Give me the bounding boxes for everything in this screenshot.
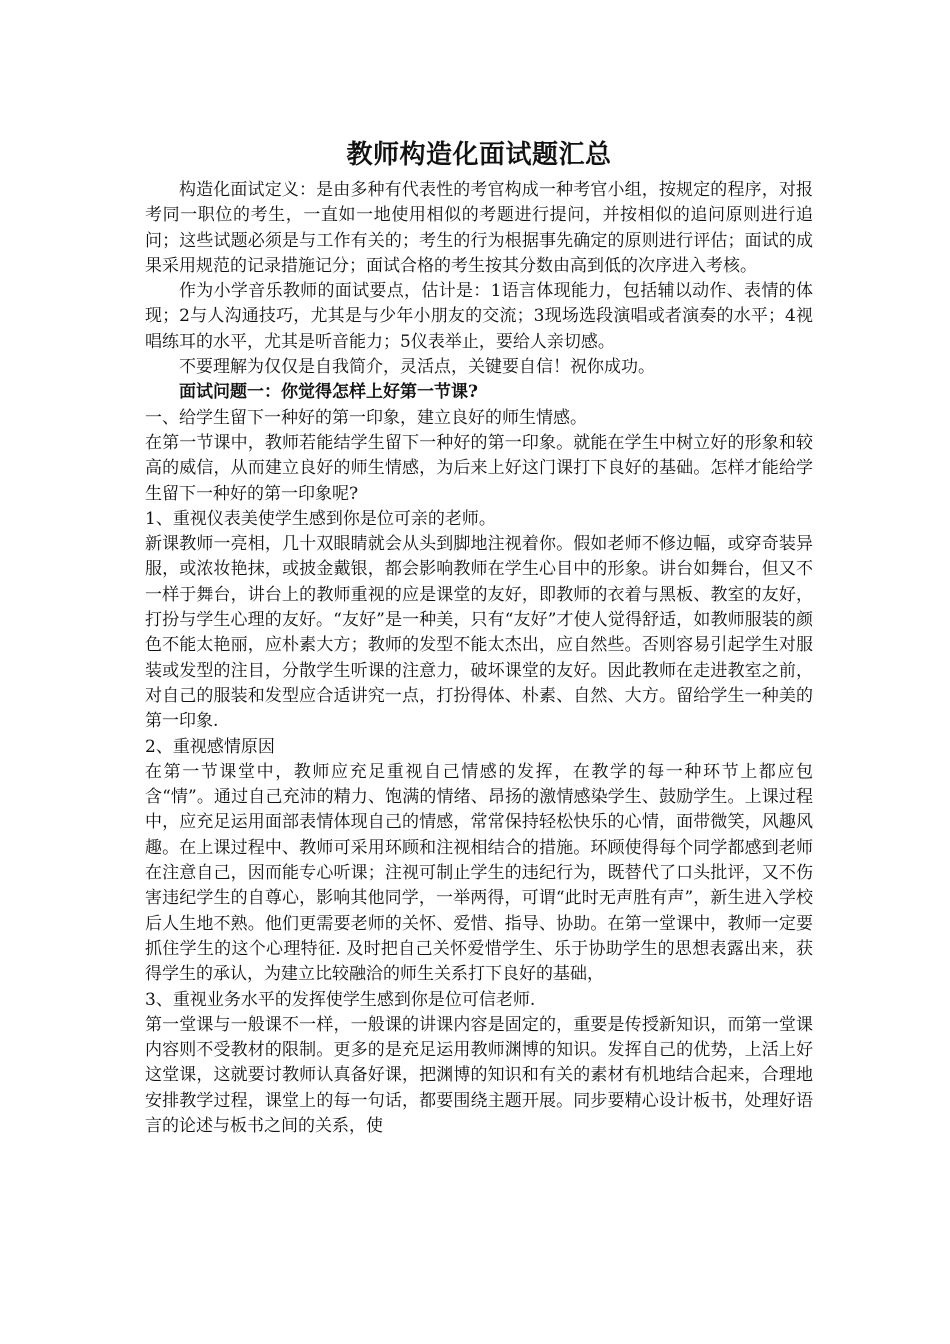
paragraph-advice: 不要理解为仅仅是自我简介，灵活点，关键要自信！祝你成功。: [179, 357, 655, 378]
paragraph-first-impression: 在第一节课中，教师若能结学生留下一种好的第一印象。就能在学生中树立好的形象和较高的威信，从而建立良好的师生情感，为后来上好这门课打下良好的基础。怎样才能给学生留下一种好的第一印象呢?: [145, 432, 813, 504]
question-heading: 面试问题一：你觉得怎样上好第一节课?: [179, 382, 478, 403]
paragraph-definition: 构造化面试定义：是由多种有代表性的考官构成一种考官小组，按规定的程序，对报考同一职位的考生，一直如一地使用相似的考题进行提问，并按相似的追问原则进行追问；这些试题必须是与工作有关的；考生的行为根据事先确定的原则进行评估；面试的成果采用规范的记录措施记分；面试合格的考生按其分数由高到低的次序进入考核。: [145, 180, 813, 276]
subheading-emotion: 2、重视感情原因: [145, 736, 275, 757]
document-title: 教师构造化面试题汇总: [346, 140, 612, 170]
subheading-appearance: 1、重视仪表美使学生感到你是位可亲的老师。: [145, 508, 496, 529]
paragraph-appearance: 新课教师一亮相，几十双眼睛就会从头到脚地注视着你。假如老师不修边幅，或穿奇装异服，或浓妆艳抹，或披金戴银，都会影响教师在学生心目中的形象。讲台如舞台，但又不一样于舞台，讲台上的教师重视的应是课堂的友好，即教师的衣着与黑板、教室的友好，打扮与学生心理的友好。“友好”是一种美，只有“友好”才使人觉得舒适，如教师服装的颜色不能太艳丽，应朴素大方；教师的发型不能太杰出，应自然些。否则容易引起学生对服装或发型的注目，分散学生听课的注意力，破坏课堂的友好。因此教师在走进教室之前，对自己的服装和发型应合适讲究一点，打扮得体、朴素、自然、大方。留给学生一种美的第一印象.: [145, 534, 813, 732]
paragraph-expertise: 第一堂课与一般课不一样，一般课的讲课内容是固定的，重要是传授新知识，而第一堂课内容则不受教材的限制。更多的是充足运用教师渊博的知识。发挥自己的优势，上活上好这堂课，这就要讨教师认真备好课，把渊博的知识和有关的素材有机地结合起来，合理地安排教学过程，课堂上的每一句话，都要围绕主题开展。同步要精心设计板书，处理好语言的论述与板书之间的关系，使: [145, 1014, 813, 1136]
section-heading-1: 一、给学生留下一种好的第一印象，建立良好的师生情感。: [145, 407, 587, 428]
paragraph-emotion: 在第一节课堂中，教师应充足重视自己情感的发挥，在教学的每一种环节上都应包含“情”。通过自己充沛的精力、饱满的情绪、昂扬的激情感染学生、鼓励学生。上课过程中，应充足运用面部表情体现自己的情感，常常保持轻松快乐的心情，面带微笑，风趣风趣。在上课过程中、教师可采用环顾和注视相结合的措施。环顾使得每个同学都感到老师在注意自己，因而能专心听课；注视可制止学生的违纪行为，既替代了口头批评，又不伤害违纪学生的自尊心，影响其他同学，一举两得，可谓“此时无声胜有声”，新生进入学校后人生地不熟。他们更需要老师的关怀、爱惜、指导、协助。在第一堂课中，教师一定要抓住学生的这个心理特征. 及时把自己关怀爱惜学生、乐于协助学生的思想表露出来，获得学生的承认，为建立比较融洽的师生关系打下良好的基础，: [145, 761, 813, 985]
paragraph-interview-points: 作为小学音乐教师的面试要点，估计是：1语言体现能力，包括辅以动作、表情的体现；2与人沟通技巧，尤其是与少年小朋友的交流；3现场选段演唱或者演奏的水平；4视唱练耳的水平，尤其是听音能力；5仪表举止，要给人亲切感。: [145, 281, 813, 352]
subheading-expertise: 3、重视业务水平的发挥使学生感到你是位可信老师.: [145, 989, 536, 1010]
document-page: [145, 138, 813, 1139]
